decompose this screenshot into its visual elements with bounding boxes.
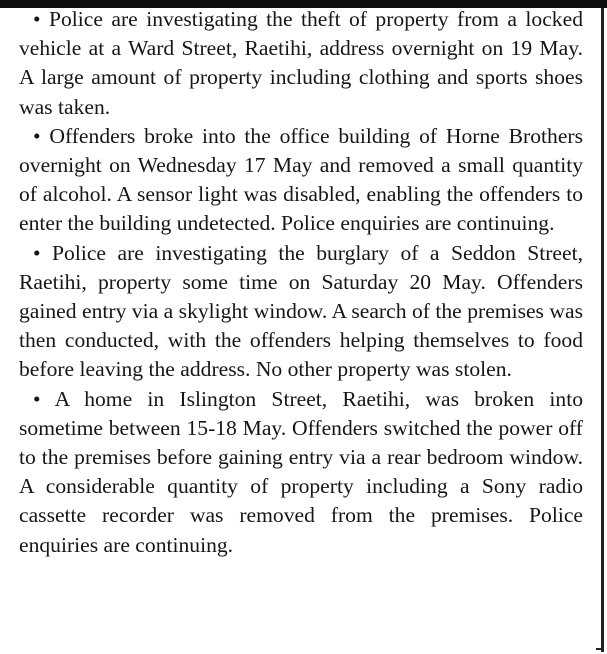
brief-horne-brothers-break-in: • Offenders broke into the office building of Horne Brothers overnight on Wednesday 17 May and removed a small quantity of alcohol. A sensor light was disabled, enabling the offenders to enter the building undetected. Police enquiries are continuing. (19, 123, 583, 236)
brief-ward-street-theft: • Police are investigating the theft of property from a locked vehicle at a Ward Street, Raetihi, address overnight on 19 May. A large amount of property including clothing and sports shoes was taken. (19, 7, 583, 119)
right-column-rule (601, 8, 604, 652)
brief-seddon-street-burglary: • Police are investigating the burglary of a Seddon Street, Raetihi, property some time on Saturday 20 May. Offenders gained entry via a skylight window. A search of the premises was then conducted, with the offenders helping themselves to food before leaving the address. No other property was stolen. (19, 240, 583, 382)
police-briefs-article (19, 5, 583, 560)
brief-islington-street-break-in: • A home in Islington Street, Raetihi, was broken into sometime between 15-18 May. Offenders switched the power off to the premises before gaining entry via a rear bedroom window. A considerable quantity of property including a Sony radio cassette recorder was removed from the premises. Police enquiries are continuing. (19, 386, 583, 557)
bottom-corner-tick (596, 648, 604, 650)
